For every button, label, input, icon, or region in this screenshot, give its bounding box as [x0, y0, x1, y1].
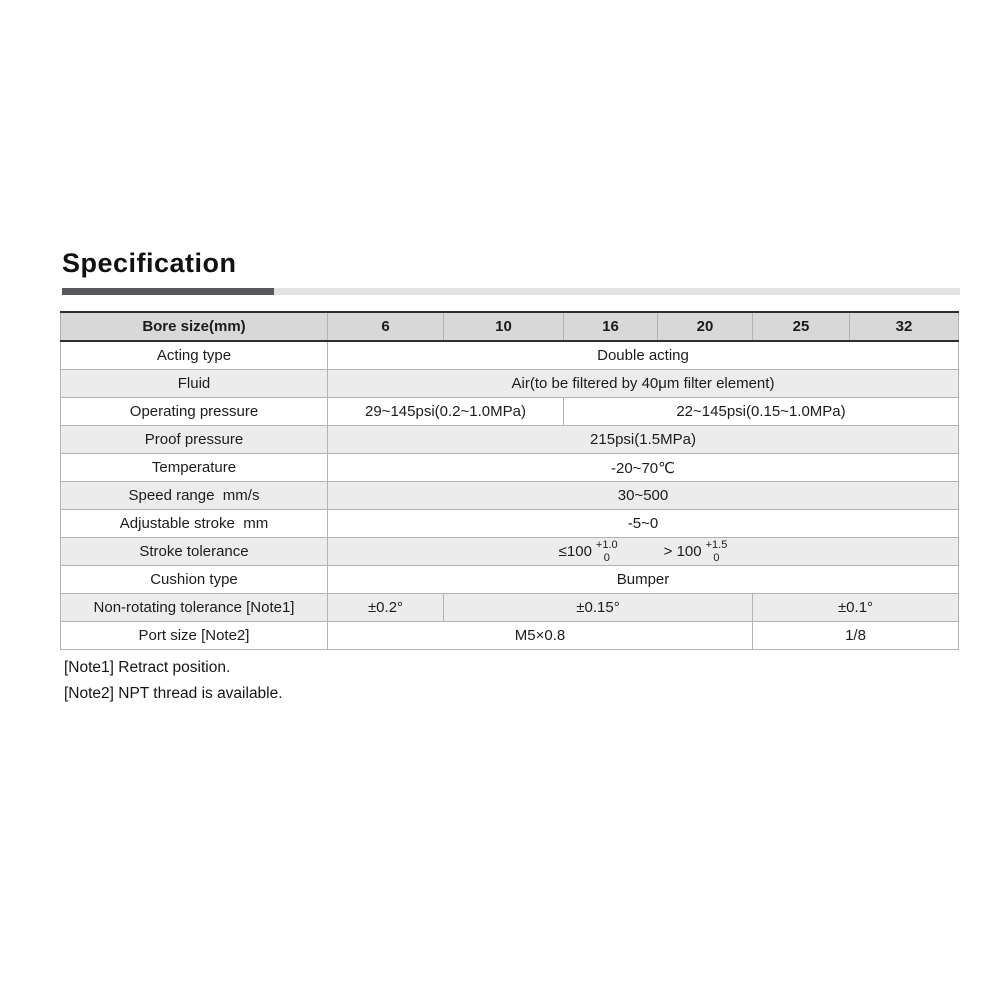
table-row-port-size	[61, 622, 959, 650]
table-row-fluid	[61, 370, 959, 398]
stroke-tolerance-stack-1	[596, 539, 618, 563]
footnotes	[64, 655, 283, 706]
header-col-25: 25	[753, 312, 850, 341]
spec-value: -20~70℃	[328, 454, 959, 482]
header-col-16: 16	[564, 312, 658, 341]
spec-value: ±0.1°	[753, 594, 959, 622]
footnote-1: [Note1] Retract position.	[64, 659, 231, 676]
table-row-temperature	[61, 454, 959, 482]
stroke-tolerance-notation	[559, 539, 728, 563]
row-label: Fluid	[61, 370, 328, 398]
row-label: Acting type	[61, 341, 328, 370]
row-label: Proof pressure	[61, 426, 328, 454]
row-label: Cushion type	[61, 566, 328, 594]
spec-value: M5×0.8	[328, 622, 753, 650]
spec-value: Bumper	[328, 566, 959, 594]
table-row-acting-type	[61, 341, 959, 370]
row-label: Port size [Note2]	[61, 622, 328, 650]
table-row-speed-range	[61, 482, 959, 510]
table-header-row	[61, 312, 959, 341]
title-underline-bar	[62, 288, 960, 295]
spec-value: Air(to be filtered by 40μm filter element)	[328, 370, 959, 398]
header-col-20: 20	[658, 312, 753, 341]
spec-value: 22~145psi(0.15~1.0MPa)	[564, 398, 959, 426]
title-underline-bar-dark-segment	[62, 288, 274, 295]
row-label: Non-rotating tolerance [Note1]	[61, 594, 328, 622]
spec-value: ±0.15°	[444, 594, 753, 622]
table-row-proof-pressure	[61, 426, 959, 454]
row-label: Speed range mm/s	[61, 482, 328, 510]
spec-value-stroke-tolerance	[328, 538, 959, 566]
spec-value: Double acting	[328, 341, 959, 370]
specification-table	[60, 311, 959, 650]
header-col-6: 6	[328, 312, 444, 341]
table-row-cushion-type	[61, 566, 959, 594]
page-title: Specification	[62, 248, 237, 278]
stroke-tolerance-condition-2: > 100	[663, 543, 702, 560]
header-bore-size-label: Bore size(mm)	[61, 312, 328, 341]
table-row-stroke-tolerance	[61, 538, 959, 566]
footnote-2: [Note2] NPT thread is available.	[64, 684, 283, 702]
row-label: Stroke tolerance	[61, 538, 328, 566]
tolerance-upper-2: +1.5	[705, 539, 728, 552]
row-label: Adjustable stroke mm	[61, 510, 328, 538]
spec-value: -5~0	[328, 510, 959, 538]
header-col-10: 10	[444, 312, 564, 341]
header-col-32: 32	[850, 312, 959, 341]
spec-value: 30~500	[328, 482, 959, 510]
spec-value: ±0.2°	[328, 594, 444, 622]
tolerance-upper-1: +1.0	[595, 539, 618, 552]
row-label: Temperature	[61, 454, 328, 482]
row-label: Operating pressure	[61, 398, 328, 426]
stroke-tolerance-stack-2	[706, 539, 728, 563]
spec-value: 215psi(1.5MPa)	[328, 426, 959, 454]
table-row-non-rotating-tolerance	[61, 594, 959, 622]
table-row-operating-pressure	[61, 398, 959, 426]
spec-value: 29~145psi(0.2~1.0MPa)	[328, 398, 564, 426]
stroke-tolerance-condition-1: ≤100	[558, 543, 592, 560]
table-row-adjustable-stroke	[61, 510, 959, 538]
tolerance-lower-1: 0	[603, 551, 610, 564]
tolerance-lower-2: 0	[713, 551, 720, 564]
spec-value: 1/8	[753, 622, 959, 650]
